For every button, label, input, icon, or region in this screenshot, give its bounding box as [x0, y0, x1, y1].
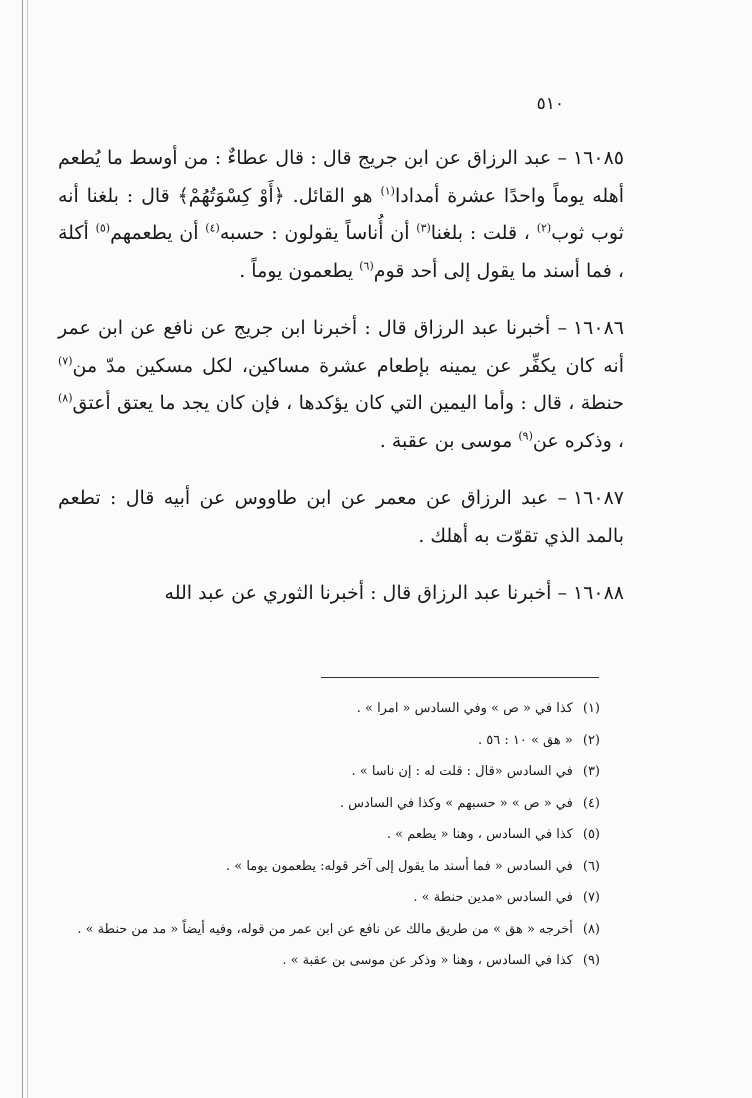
footnote [74, 725, 600, 757]
footnote-text: « هق » ١٠ : ٥٦ . [477, 732, 573, 748]
footnote-reference: (٥) [95, 221, 111, 235]
footnote-reference: (٤) [205, 221, 220, 235]
hadith-text: – أخبرنا عبد الرزاق قال : أخبرنا الثوري عن عبد الله [164, 582, 567, 604]
footnote [74, 914, 600, 946]
footnote-number: (٤) [582, 795, 600, 811]
footnote-reference: (١) [380, 184, 395, 198]
hadith-paragraph [58, 140, 624, 290]
footnote-reference: (٨) [58, 391, 73, 405]
footnote-reference: (٩) [518, 429, 533, 443]
hadith-body [58, 140, 624, 633]
footnote-text: كذا في « ص » وفي السادس « امرا » . [356, 701, 573, 716]
hadith-text: هو القائل. ﴿أَوْ كِسْوَتُهُمْ﴾ قال : بلغنا أنه ثوب ثوب [58, 184, 624, 244]
footnote-number: (٨) [582, 921, 600, 937]
footnotes-section [74, 693, 600, 977]
footnote-reference: (٦) [359, 259, 374, 273]
hadith-paragraph [58, 480, 624, 555]
footnote-separator [321, 677, 599, 678]
hadith-text: أكلة ، فما أسند ما يقول إلى أحد قوم [58, 222, 624, 282]
footnote [74, 851, 600, 883]
footnote-text: كذا في السادس ، وهنا « يطعم » . [386, 827, 573, 842]
hadith-text: يطعمون يوماً . [239, 259, 360, 282]
footnote [74, 882, 600, 914]
page-number: ٥١٠ [536, 94, 564, 114]
footnote-text: في السادس «قال : قلت له : إن ناسا » . [351, 764, 573, 779]
footnote-reference: (٣) [416, 221, 431, 235]
footnote-number: (٢) [582, 732, 600, 748]
footnote-number: (٦) [582, 858, 600, 874]
binding-margin-line-inner [27, 0, 28, 1098]
hadith-number: ١٦٠٨٧ [572, 487, 624, 509]
hadith-text: موسى بن عقبة . [379, 429, 519, 452]
footnote [74, 693, 600, 725]
footnote [74, 945, 600, 977]
hadith-number: ١٦٠٨٥ [572, 147, 624, 169]
footnote-text: في السادس « فما أسند ما يقول إلى آخر قوله: يطعمون يوما » . [225, 858, 573, 874]
footnote-number: (٥) [582, 827, 600, 842]
hadith-text: – عبد الرزاق عن معمر عن ابن طاووس عن أبيه قال : تطعم بالمد الذي تقوّت به أهلك . [58, 487, 624, 547]
hadith-paragraph [58, 575, 624, 613]
hadith-text: – عبد الرزاق عن ابن جريج قال : قال عطاءٌ : من أوسط ما يُطعم أهله يوماً واحدًا عشرة أمدادا [58, 147, 624, 207]
footnote [74, 819, 600, 851]
hadith-text: أن يطعمهم [110, 222, 206, 244]
footnote [74, 788, 600, 820]
footnote-text: أخرجه « هق » من طريق مالك عن نافع عن ابن عمر من قوله، وفيه أيضاً « مد من حنطة » . [77, 921, 573, 937]
footnote-reference: (٧) [58, 354, 73, 368]
binding-margin-line [22, 0, 23, 1098]
footnote-text: في السادس «مدين حنطة » . [413, 890, 573, 905]
hadith-text: أن أُناساً يقولون : حسبه [219, 222, 417, 244]
hadith-number: ١٦٠٨٨ [572, 582, 624, 604]
footnote-text: في « ص » « حسبهم » وكذا في السادس . [339, 795, 573, 811]
hadith-number: ١٦٠٨٦ [572, 317, 624, 339]
hadith-text: حنطة ، قال : وأما اليمين التي كان يؤكدها ، فإن كان يجد ما يعتق أعتق [72, 392, 624, 414]
footnote-number: (٧) [582, 890, 600, 905]
footnote-reference: (٢) [536, 221, 552, 235]
footnote-text: كذا في السادس ، وهنا « وذكر عن موسى بن عقبة » . [282, 953, 573, 968]
footnote-number: (٣) [582, 764, 600, 779]
footnote [74, 756, 600, 788]
hadith-text: ، وذكره عن [532, 429, 624, 452]
footnote-number: (١) [582, 701, 600, 716]
footnote-number: (٩) [582, 953, 600, 968]
hadith-paragraph [58, 310, 624, 460]
hadith-text: – أخبرنا عبد الرزاق قال : أخبرنا ابن جريج عن نافع عن ابن عمر أنه كان يكفِّر عن يمينه بإطعام عشرة مساكين، لكل مسكين مدّ من [58, 317, 624, 377]
hadith-text: ، قلت : بلغنا [430, 222, 537, 244]
